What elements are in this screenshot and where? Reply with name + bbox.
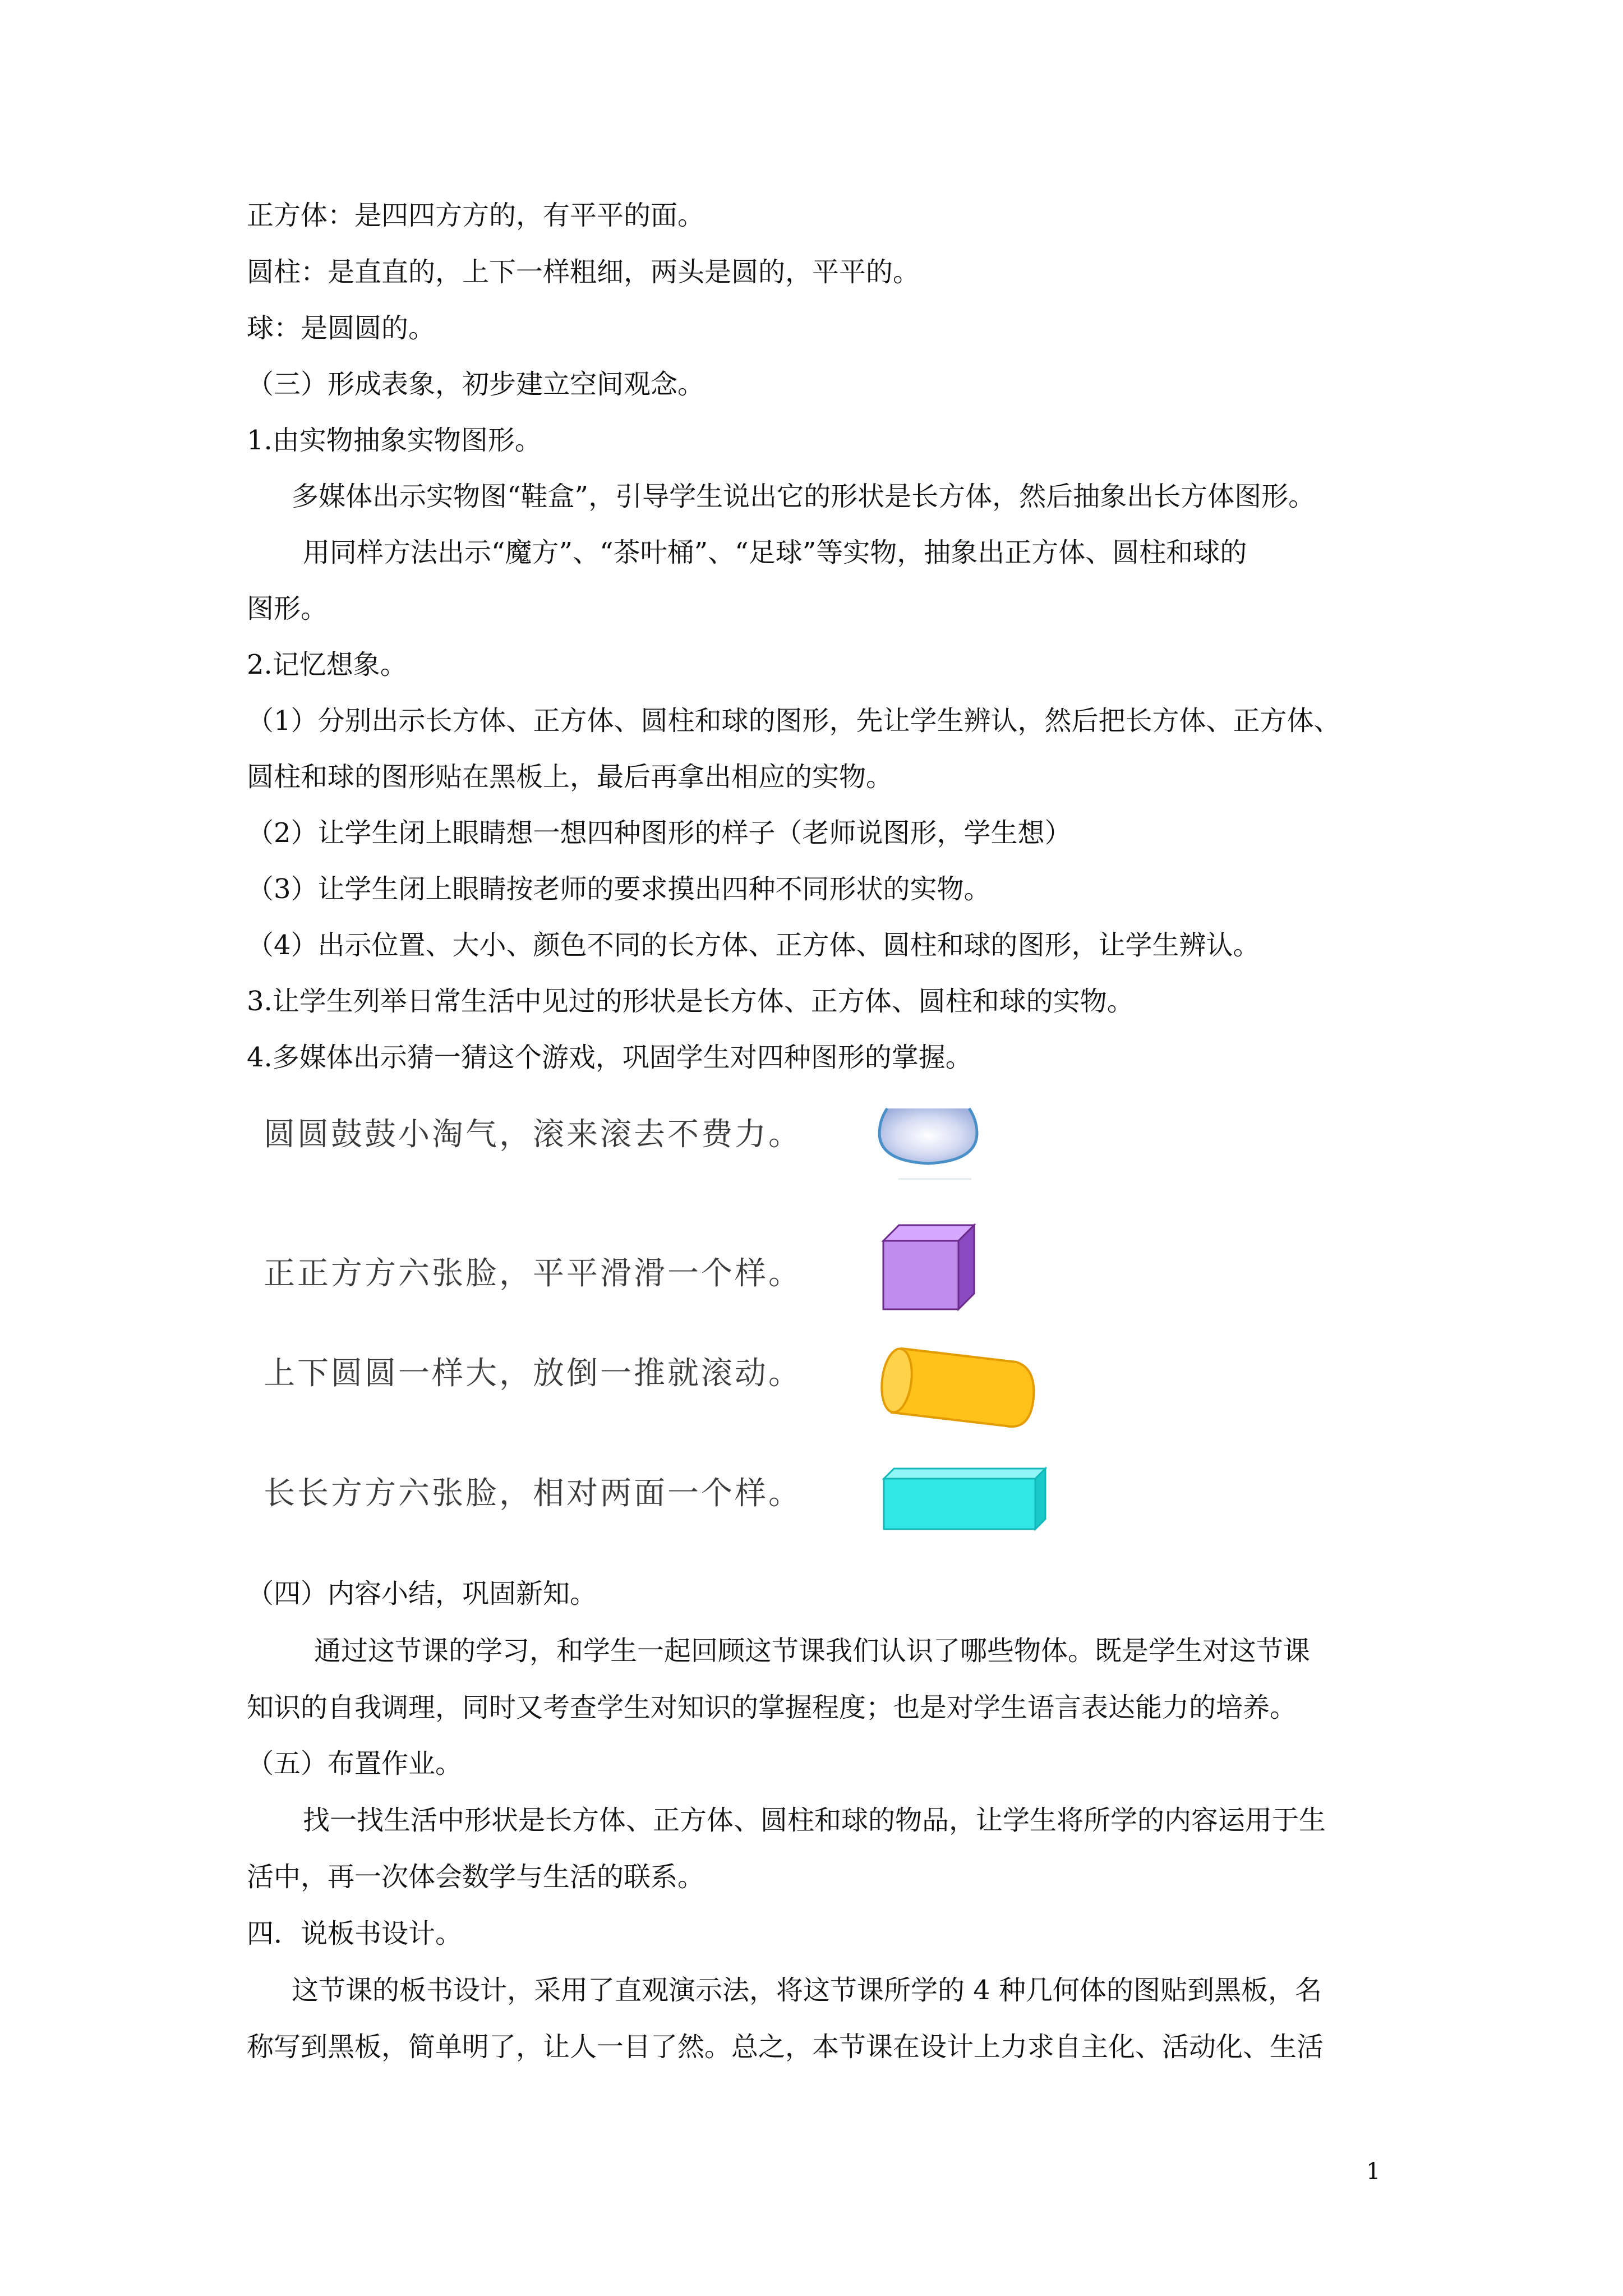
section-heading: （五）布置作业。: [247, 1748, 463, 1779]
paragraph: 圆柱：是直直的，上下一样粗细，两头是圆的，平平的。: [247, 256, 920, 288]
paragraph: （3）让学生闭上眼睛按老师的要求摸出四种不同形状的实物。: [247, 873, 991, 905]
section-heading: 四．说板书设计。: [247, 1918, 463, 1949]
paragraph: 活中，再一次体会数学与生活的联系。: [247, 1861, 705, 1893]
paragraph: 图形。: [247, 593, 328, 624]
paragraph: 球：是圆圆的。: [247, 312, 436, 344]
paragraph: 4.多媒体出示猜一猜这个游戏，巩固学生对四种图形的掌握。: [247, 1042, 972, 1073]
paragraph: （2）让学生闭上眼睛想一想四种图形的样子（老师说图形，学生想）: [247, 817, 1072, 849]
cuboid-icon: [880, 1465, 1049, 1541]
paragraph: 通过这节课的学习，和学生一起回顾这节课我们认识了哪些物体。既是学生对这节课: [314, 1635, 1311, 1667]
page-number: 1: [1366, 2159, 1381, 2184]
paragraph: 多媒体出示实物图“鞋盒”，引导学生说出它的形状是长方体，然后抽象出长方体图形。: [292, 481, 1316, 512]
riddle-text: 上下圆圆一样大，放倒一推就滚动。: [264, 1355, 802, 1392]
riddle-text: 圆圆鼓鼓小淘气，滚来滚去不费力。: [264, 1116, 802, 1153]
section-heading: （四）内容小结，巩固新知。: [247, 1578, 597, 1609]
sphere-icon: [875, 1101, 981, 1185]
paragraph: 这节课的板书设计，采用了直观演示法，将这节课所学的 4 种几何体的图贴到黑板，名: [292, 1975, 1322, 2006]
riddle-text: 正正方方六张脸，平平滑滑一个样。: [264, 1255, 802, 1292]
subheading: 1.由实物抽象实物图形。: [247, 425, 542, 456]
paragraph: 知识的自我调理，同时又考查学生对知识的掌握程度；也是对学生语言表达能力的培养。: [247, 1692, 1297, 1723]
paragraph: 找一找生活中形状是长方体、正方体、圆柱和球的物品，让学生将所学的内容运用于生: [303, 1805, 1326, 1836]
cylinder-icon: [879, 1342, 1048, 1440]
paragraph: 圆柱和球的图形贴在黑板上，最后再拿出相应的实物。: [247, 761, 893, 793]
section-heading: （三）形成表象，初步建立空间观念。: [247, 369, 705, 400]
paragraph: 正方体：是四四方方的，有平平的面。: [247, 200, 705, 231]
paragraph: 3.让学生列举日常生活中见过的形状是长方体、正方体、圆柱和球的实物。: [247, 986, 1134, 1017]
paragraph: （1）分别出示长方体、正方体、圆柱和球的图形，先让学生辨认，然后把长方体、正方体、: [247, 705, 1341, 737]
paragraph: 称写到黑板，简单明了，让人一目了然。总之，本节课在设计上力求自主化、活动化、生活: [247, 2031, 1324, 2063]
paragraph: （4）出示位置、大小、颜色不同的长方体、正方体、圆柱和球的图形，让学生辨认。: [247, 930, 1260, 961]
subheading: 2.记忆想象。: [247, 649, 407, 680]
riddle-text: 长长方方六张脸，相对两面一个样。: [264, 1475, 802, 1512]
cube-icon: [878, 1221, 979, 1316]
paragraph: 用同样方法出示“魔方”、“茶叶桶”、“足球”等实物，抽象出正方体、圆柱和球的: [303, 537, 1247, 568]
